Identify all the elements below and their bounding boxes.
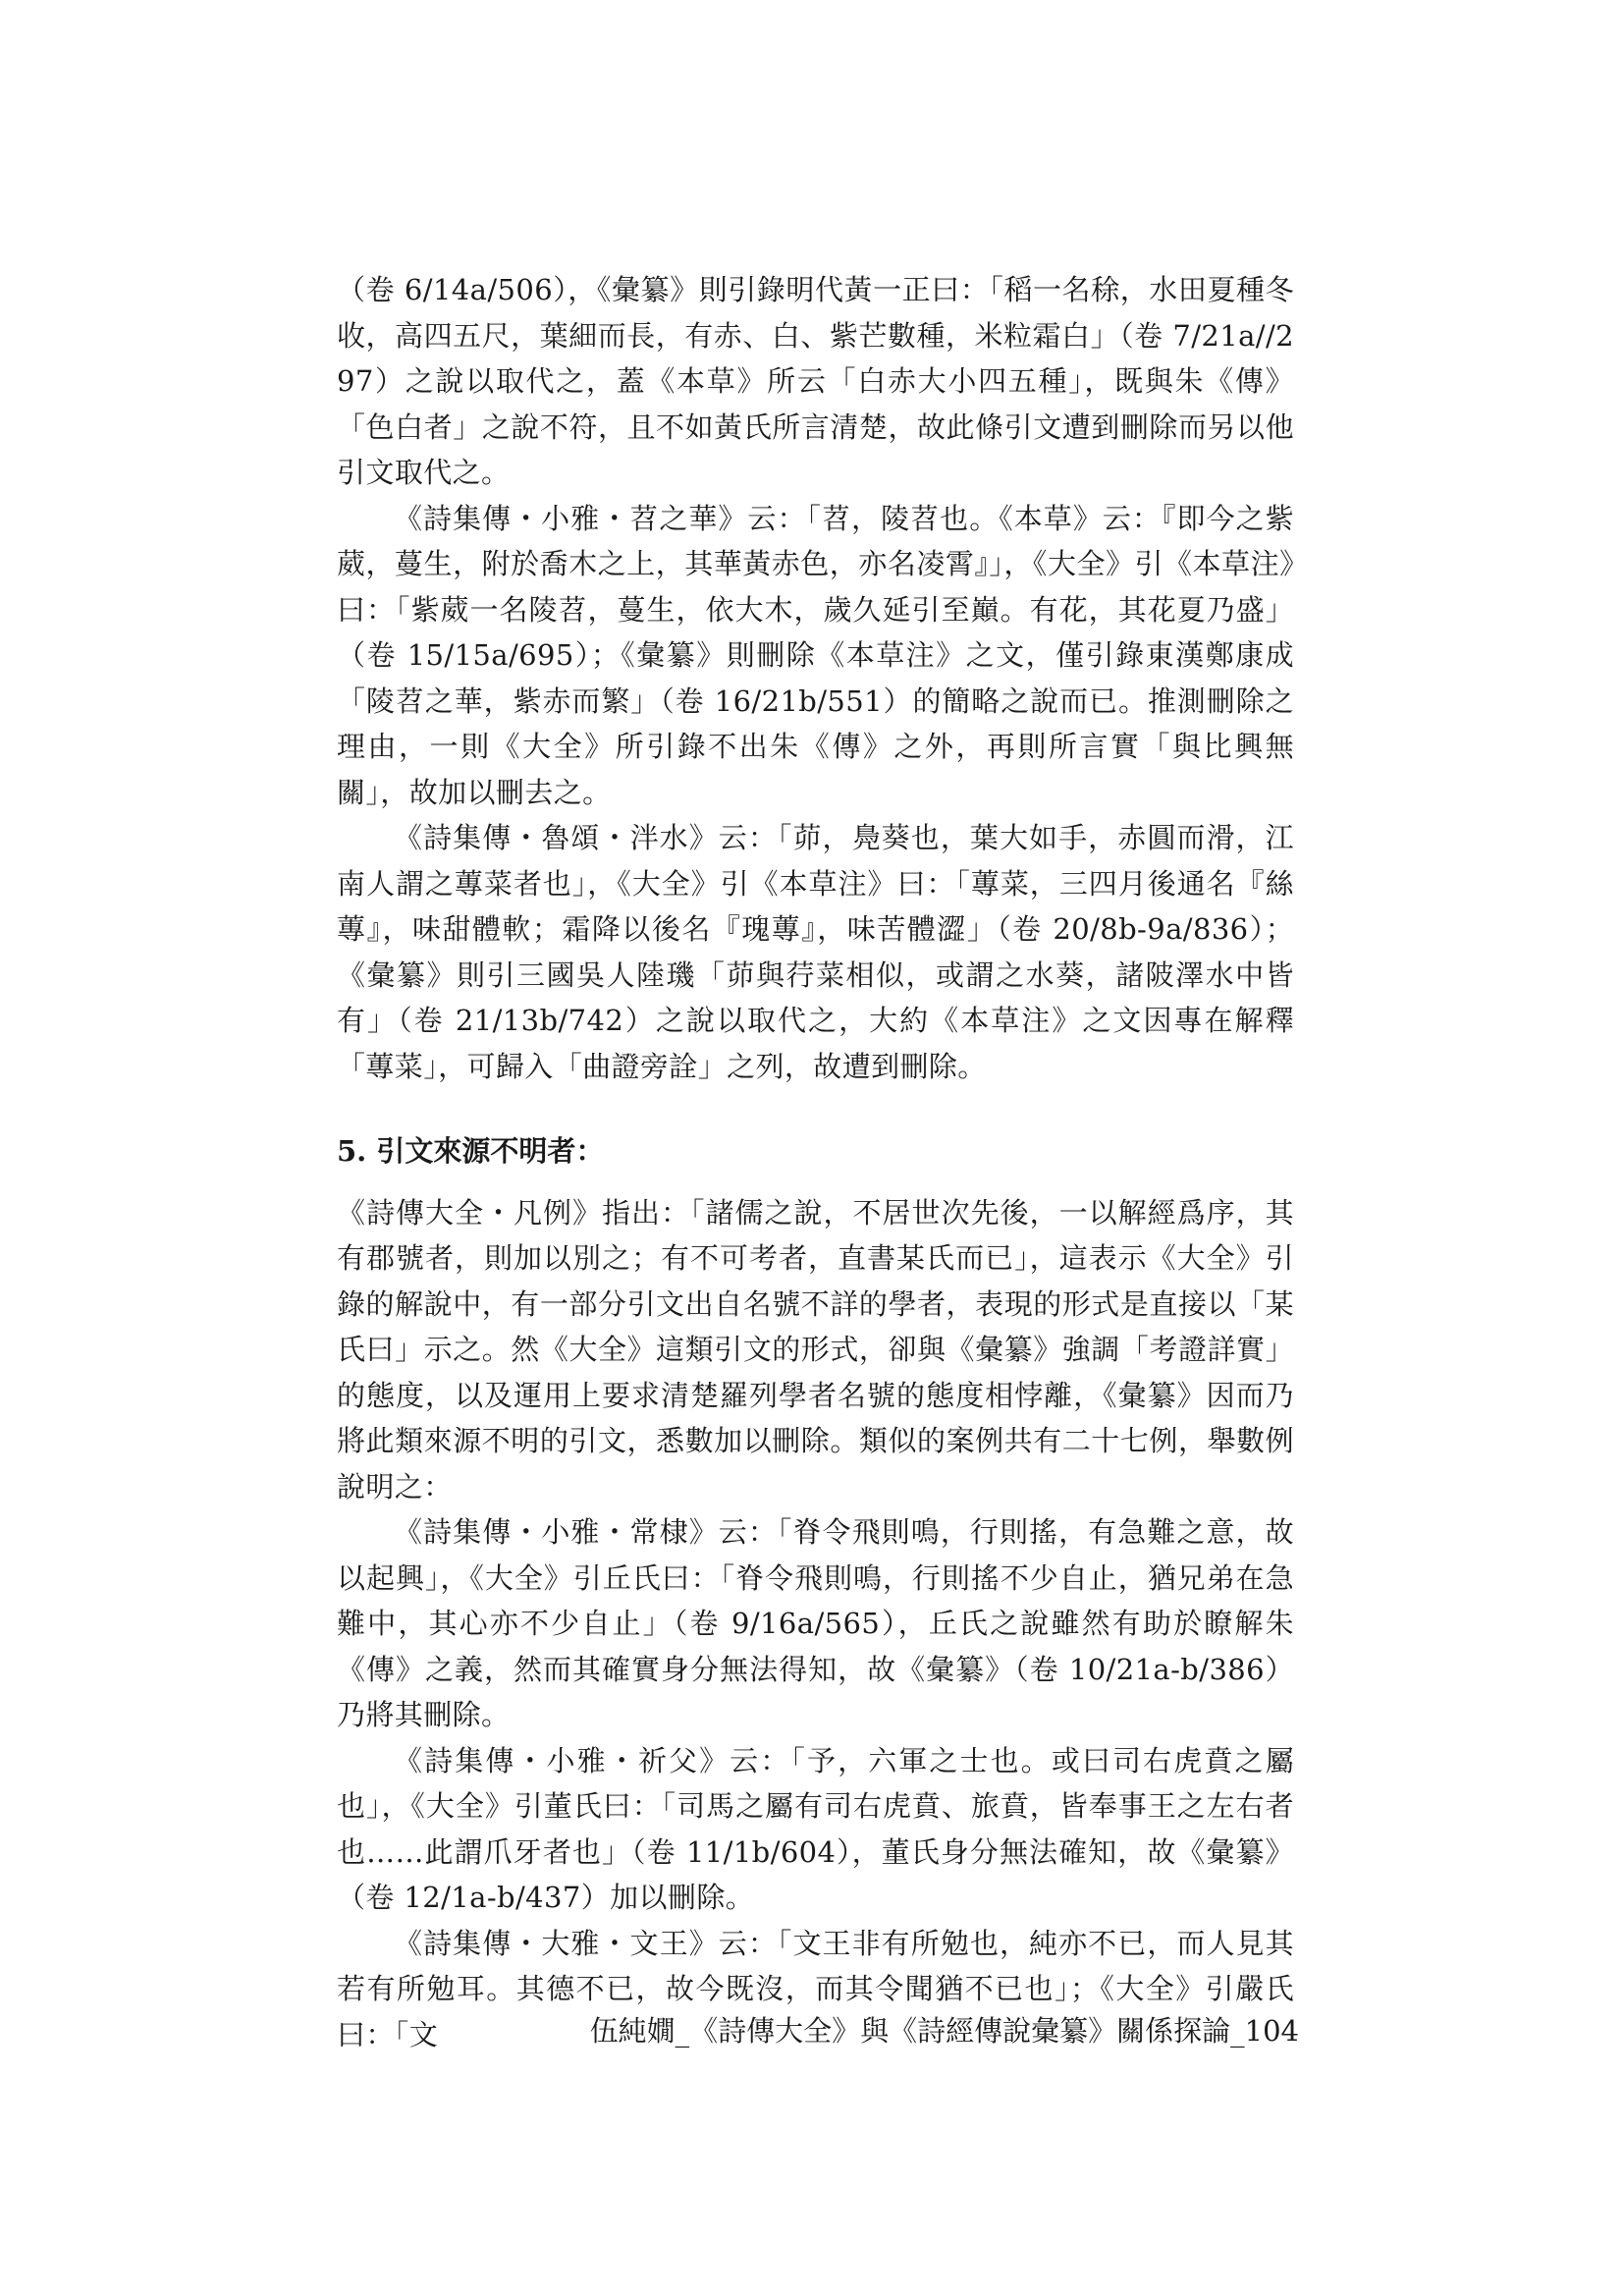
paragraph-5: 《詩集傳・小雅・常棣》云：「脊令飛則鳴，行則搖，有急難之意，故以起興」，《大全》引丘氏曰：「脊令飛則鳴，行則搖不少自止，猶兄弟在急難中，其心亦不少自止」（卷 9/16a/565），丘氏之說雖然有助於瞭解朱《傳》之義，然而其確實身分無法得知，故《彙纂》（卷 10/21a-b/386）乃將其刪除。 — [337, 1515, 1294, 1731]
paragraph-3: 《詩集傳・魯頌・泮水》云：「茆，鳧葵也，葉大如手，赤圓而滑，江南人謂之蓴菜者也」，《大全》引《本草注》曰：「蓴菜，三四月後通名『絲蓴』，味甜體軟；霜降以後名『瑰蓴』，味苦體澀」（卷 20/8b-9a/836）；《彙纂》則引三國吳人陸璣「茆與荇菜相似，或謂之水葵，諸陂澤水中皆有」（卷 21/13b/742）之說以取代之，大約《本草注》之文因專在解釋「蓴菜」，可歸入「曲證旁詮」之列，故遭到刪除。 — [337, 821, 1294, 1083]
section-heading: 5. 引文來源不明者： — [337, 1134, 605, 1168]
paragraph-6: 《詩集傳・小雅・祈父》云：「予，六軍之士也。或曰司右虎賁之屬也」，《大全》引董氏曰：「司馬之屬有司右虎賁、旅賁，皆奉事王之左右者也……此謂爪牙者也」（卷 11/1b/604），董氏身分無法確知，故《彙纂》（卷 12/1a-b/437）加以刪除。 — [337, 1743, 1294, 1914]
page-footer: 伍純嫺_《詩傳大全》與《詩經傳說彙纂》關係探論_104 — [589, 2014, 1299, 2048]
paragraph-2: 《詩集傳・小雅・苕之華》云：「苕，陵苕也。《本草》云：『即今之紫葳，蔓生，附於喬木之上，其華黃赤色，亦名凌霄』」，《大全》引《本草注》曰：「紫葳一名陵苕，蔓生，依大木，歲久延引至巔。有花，其花夏乃盛」（卷 15/15a/695）；《彙纂》則刪除《本草注》之文，僅引錄東漢鄭康成「陵苕之華，紫赤而繁」（卷 16/21b/551）的簡略之說而已。推測刪除之理由，一則《大全》所引錄不出朱《傳》之外，再則所言實「與比興無關」，故加以刪去之。 — [337, 501, 1294, 809]
main-content — [337, 267, 1294, 2057]
paragraph-4: 《詩傳大全・凡例》指出：「諸儒之說，不居世次先後，一以解經爲序，其有郡號者，則加以別之；有不可考者，直書某氏而已」，這表示《大全》引錄的解說中，有一部分引文出自名號不詳的學者，表現的形式是直接以「某氏曰」示之。然《大全》這類引文的形式，卻與《彙纂》強調「考證詳實」的態度，以及運用上要求清楚羅列學者名號的態度相悖離，《彙纂》因而乃將此類來源不明的引文，悉數加以刪除。類似的案例共有二十七例，舉數例說明之： — [337, 1195, 1294, 1503]
paragraph-7: 《詩集傳・大雅・文王》云：「文王非有所勉也，純亦不已，而人見其若有所勉耳。其德不已，故今既沒，而其令聞猶不已也」；《大全》引嚴氏曰：「文 — [337, 1926, 1294, 2051]
paragraph-1: （卷 6/14a/506），《彙纂》則引錄明代黃一正曰：「稻一名稌，水田夏種冬收，高四五尺，葉細而長，有赤、白、紫芒數種，米粒霜白」（卷 7/21a//297）之說以取代之，蓋《本草》所云「白赤大小四五種」，既與朱《傳》「色白者」之說不符，且不如黃氏所言清楚，故此條引文遭到刪除而另以他引文取代之。 — [337, 273, 1294, 489]
